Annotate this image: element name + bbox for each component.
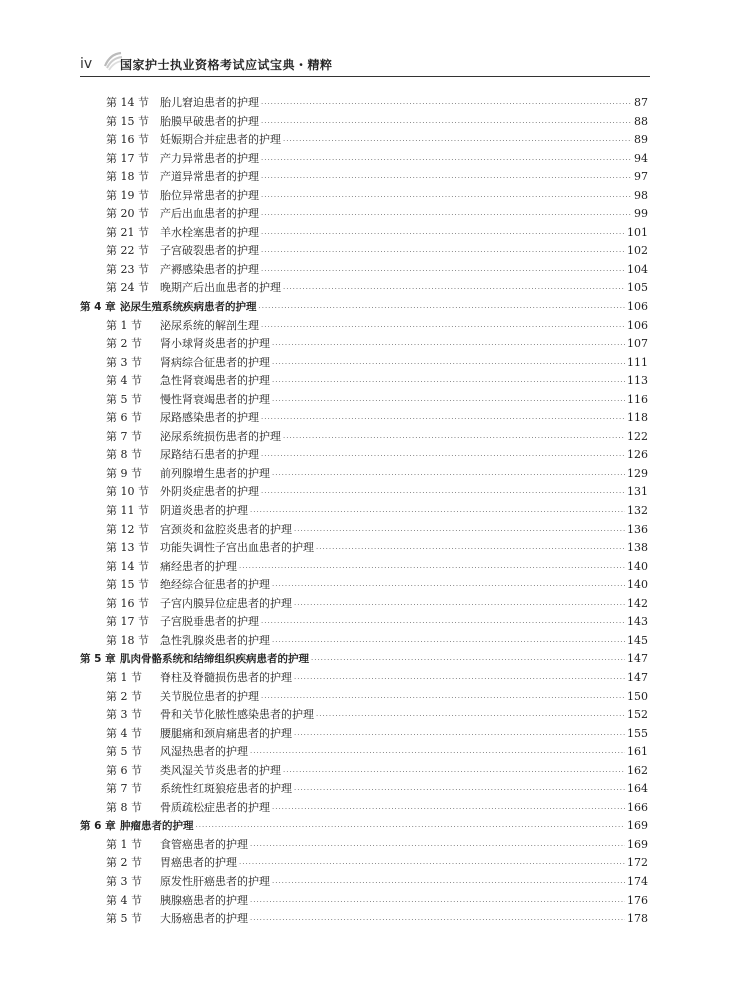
toc-entry-title: 前列腺增生患者的护理	[160, 466, 270, 480]
toc-entry-page: 104	[627, 262, 648, 276]
toc-entry-page: 147	[627, 652, 648, 666]
toc-dot-leader	[261, 243, 625, 262]
toc-entry-number: 第 6 节	[106, 763, 142, 777]
toc-entry-title: 晚期产后出血患者的护理	[160, 281, 281, 295]
toc-entry-number: 第 2 节	[106, 689, 142, 703]
toc-entry-page: 166	[627, 800, 648, 814]
toc-entry-page: 143	[627, 615, 648, 629]
toc-dot-leader	[239, 559, 625, 578]
toc-entry-page: 126	[627, 448, 648, 462]
toc-section-row[interactable]	[80, 539, 648, 558]
toc-entry-title: 胎儿窘迫患者的护理	[160, 96, 259, 109]
toc-section-row[interactable]	[80, 762, 648, 781]
toc-entry-page: 169	[627, 819, 648, 833]
toc-dot-leader	[272, 633, 625, 652]
toc-dot-leader	[272, 355, 625, 374]
toc-entry-title: 脊柱及脊髓损伤患者的护理	[160, 670, 292, 684]
toc-entry-page: 122	[627, 429, 648, 443]
toc-entry-title: 功能失调性子宫出血患者的护理	[160, 541, 314, 555]
toc-entry-title: 产后出血患者的护理	[160, 207, 259, 221]
toc-entry-page: 172	[627, 856, 648, 870]
toc-entry-page: 161	[627, 745, 648, 759]
toc-entry-number: 第 15 节	[106, 114, 149, 128]
toc-entry-page: 138	[627, 541, 648, 555]
toc-entry-page: 129	[627, 466, 648, 480]
toc-entry-page: 164	[627, 782, 648, 796]
page-header	[80, 48, 650, 78]
toc-section-row[interactable]	[80, 799, 648, 818]
toc-entry-title: 骨质疏松症患者的护理	[160, 800, 270, 814]
toc-section-row[interactable]	[80, 632, 648, 651]
toc-entry-page: 142	[627, 596, 648, 610]
toc-entry-title: 泌尿系统损伤患者的护理	[160, 429, 281, 443]
toc-entry-number: 第 17 节	[106, 615, 149, 629]
toc-entry-number: 第 6 章	[80, 820, 116, 833]
toc-entry-page: 87	[634, 96, 648, 109]
toc-section-row[interactable]	[80, 224, 648, 243]
toc-entry-page: 132	[627, 504, 648, 518]
toc-section-row[interactable]	[80, 335, 648, 354]
toc-entry-page: 131	[627, 485, 648, 499]
toc-section-row[interactable]	[80, 187, 648, 206]
toc-entry-page: 106	[627, 300, 648, 314]
toc-entry-page: 88	[634, 114, 648, 128]
toc-entry-page: 113	[627, 374, 648, 388]
toc-entry-number: 第 18 节	[106, 633, 149, 647]
toc-section-row[interactable]	[80, 150, 648, 169]
toc-section-row[interactable]	[80, 669, 648, 688]
toc-entry-title: 尿路结石患者的护理	[160, 448, 259, 462]
toc-entry-number: 第 2 节	[106, 856, 142, 870]
toc-dot-leader	[272, 392, 625, 411]
toc-dot-leader	[294, 522, 625, 541]
toc-entry-number: 第 14 节	[106, 96, 149, 109]
toc-entry-title: 妊娠期合并症患者的护理	[160, 133, 281, 147]
toc-entry-title: 胎膜早破患者的护理	[160, 114, 259, 128]
toc-section-row[interactable]	[80, 372, 648, 391]
toc-entry-number: 第 4 节	[106, 893, 142, 907]
toc-entry-number: 第 23 节	[106, 262, 149, 276]
toc-dot-leader	[272, 874, 625, 893]
toc-entry-title: 痛经患者的护理	[160, 559, 237, 573]
toc-entry-number: 第 8 节	[106, 448, 142, 462]
toc-dot-leader	[261, 151, 632, 170]
toc-section-row[interactable]	[80, 854, 648, 873]
toc-entry-page: 98	[634, 188, 648, 202]
toc-entry-number: 第 14 节	[106, 559, 149, 573]
toc-section-row[interactable]	[80, 688, 648, 707]
toc-entry-number: 第 4 节	[106, 374, 142, 388]
toc-entry-title: 大肠癌患者的护理	[160, 912, 248, 926]
toc-dot-leader	[283, 763, 625, 782]
toc-entry-title: 骨和关节化脓性感染患者的护理	[160, 708, 314, 722]
toc-entry-page: 136	[627, 522, 648, 536]
toc-dot-leader	[261, 484, 625, 503]
page-number: iv	[80, 56, 93, 72]
toc-dot-leader	[259, 299, 626, 318]
toc-entry-number: 第 19 节	[106, 188, 149, 202]
toc-entry-title: 系统性红斑狼疮患者的护理	[160, 782, 292, 796]
toc-entry-title: 风湿热患者的护理	[160, 745, 248, 759]
toc-dot-leader	[261, 689, 625, 708]
toc-entry-title: 产褥感染患者的护理	[160, 262, 259, 276]
toc-entry-number: 第 5 章	[80, 653, 116, 666]
toc-section-row[interactable]	[80, 725, 648, 744]
toc-entry-number: 第 1 节	[106, 837, 142, 851]
toc-dot-leader	[294, 670, 625, 689]
toc-entry-page: 176	[627, 893, 648, 907]
toc-section-row[interactable]	[80, 595, 648, 614]
toc-entry-number: 第 11 节	[106, 504, 149, 518]
toc-entry-number: 第 1 节	[106, 318, 142, 332]
toc-entry-title: 外阴炎症患者的护理	[160, 485, 259, 499]
toc-entry-number: 第 24 节	[106, 281, 149, 295]
toc-entry-title: 泌尿生殖系统疾病患者的护理	[120, 301, 257, 314]
toc-entry-title: 子宫内膜异位症患者的护理	[160, 596, 292, 610]
toc-dot-leader	[250, 911, 625, 930]
toc-dot-leader	[261, 114, 632, 133]
toc-section-row[interactable]	[80, 242, 648, 261]
toc-section-row[interactable]	[80, 558, 648, 577]
toc-section-row[interactable]	[80, 428, 648, 447]
toc-entry-page: 101	[627, 225, 648, 239]
toc-dot-leader	[250, 503, 625, 522]
toc-entry-number: 第 4 章	[80, 301, 116, 314]
toc-entry-page: 162	[627, 763, 648, 777]
toc-entry-title: 胎位异常患者的护理	[160, 188, 259, 202]
toc-entry-title: 胃癌患者的护理	[160, 856, 237, 870]
toc-section-row[interactable]	[80, 743, 648, 762]
toc-section-row[interactable]	[80, 168, 648, 187]
toc-entry-page: 105	[627, 281, 648, 295]
toc-entry-number: 第 12 节	[106, 522, 149, 536]
toc-entry-number: 第 7 节	[106, 429, 142, 443]
toc-dot-leader	[272, 466, 625, 485]
book-title: 国家护士执业资格考试应试宝典・精粹	[120, 58, 333, 72]
toc-entry-title: 肾小球肾炎患者的护理	[160, 337, 270, 351]
toc-section-row[interactable]	[80, 131, 648, 150]
toc-entry-number: 第 21 节	[106, 225, 149, 239]
toc-entry-number: 第 15 节	[106, 578, 149, 592]
toc-entry-number: 第 16 节	[106, 133, 149, 147]
toc-entry-page: 116	[627, 392, 648, 406]
toc-entry-number: 第 7 节	[106, 782, 142, 796]
toc-dot-leader	[294, 596, 625, 615]
toc-dot-leader	[283, 132, 632, 151]
toc-entry-page: 106	[627, 318, 648, 332]
toc-entry-title: 急性乳腺炎患者的护理	[160, 633, 270, 647]
toc-chapter-row[interactable]	[80, 650, 648, 669]
toc-section-row[interactable]	[80, 205, 648, 224]
toc-dot-leader	[261, 188, 632, 207]
toc-section-row[interactable]	[80, 465, 648, 484]
toc-entry-number: 第 5 节	[106, 392, 142, 406]
toc-entry-title: 泌尿系统的解剖生理	[160, 318, 259, 332]
toc-chapter-row[interactable]	[80, 298, 648, 317]
toc-section-row[interactable]	[80, 521, 648, 540]
toc-entry-number: 第 9 节	[106, 466, 142, 480]
toc-dot-leader	[294, 726, 625, 745]
toc-dot-leader	[261, 318, 625, 337]
toc-entry-page: 152	[627, 708, 648, 722]
toc-entry-number: 第 1 节	[106, 670, 142, 684]
toc-dot-leader	[272, 373, 625, 392]
toc-entry-title: 羊水栓塞患者的护理	[160, 225, 259, 239]
toc-entry-page: 145	[627, 633, 648, 647]
toc-entry-title: 肾病综合征患者的护理	[160, 355, 270, 369]
toc-entry-page: 178	[627, 912, 648, 926]
toc-dot-leader	[261, 262, 625, 281]
toc-entry-title: 类风湿关节炎患者的护理	[160, 763, 281, 777]
toc-entry-title: 子宫破裂患者的护理	[160, 244, 259, 258]
toc-entry-number: 第 3 节	[106, 355, 142, 369]
toc-entry-title: 子宫脱垂患者的护理	[160, 615, 259, 629]
toc-entry-page: 107	[627, 337, 648, 351]
toc-dot-leader	[311, 651, 625, 670]
toc-entry-number: 第 13 节	[106, 541, 149, 555]
toc-entry-title: 胰腺癌患者的护理	[160, 893, 248, 907]
toc-entry-title: 原发性肝癌患者的护理	[160, 874, 270, 888]
toc-entry-title: 肿瘤患者的护理	[120, 820, 194, 833]
toc-section-row[interactable]	[80, 836, 648, 855]
toc-entry-number: 第 16 节	[106, 596, 149, 610]
toc-dot-leader	[250, 837, 625, 856]
toc-dot-leader	[316, 540, 625, 559]
toc-dot-leader	[250, 744, 625, 763]
toc-section-row[interactable]	[80, 317, 648, 336]
toc-dot-leader	[196, 818, 626, 837]
toc-entry-title: 关节脱位患者的护理	[160, 689, 259, 703]
toc-entry-number: 第 3 节	[106, 708, 142, 722]
toc-entry-title: 肌肉骨骼系统和结缔组织疾病患者的护理	[120, 653, 309, 666]
toc-chapter-row[interactable]	[80, 817, 648, 836]
toc-entry-page: 169	[627, 837, 648, 851]
toc-entry-title: 急性肾衰竭患者的护理	[160, 374, 270, 388]
toc-entry-number: 第 8 节	[106, 800, 142, 814]
toc-entry-title: 阴道炎患者的护理	[160, 504, 248, 518]
toc-section-row[interactable]	[80, 279, 648, 298]
toc-dot-leader	[261, 225, 625, 244]
toc-entry-title: 慢性肾衰竭患者的护理	[160, 392, 270, 406]
table-of-contents	[80, 94, 648, 929]
toc-entry-page: 89	[634, 133, 648, 147]
toc-section-row[interactable]	[80, 483, 648, 502]
toc-section-row[interactable]	[80, 261, 648, 280]
toc-dot-leader	[239, 855, 625, 874]
toc-entry-number: 第 17 节	[106, 151, 149, 165]
toc-entry-number: 第 6 节	[106, 411, 142, 425]
toc-entry-number: 第 18 节	[106, 170, 149, 184]
toc-section-row[interactable]	[80, 576, 648, 595]
toc-entry-title: 产道异常患者的护理	[160, 170, 259, 184]
toc-dot-leader	[250, 893, 625, 912]
toc-entry-number: 第 22 节	[106, 244, 149, 258]
toc-section-row[interactable]	[80, 910, 648, 929]
toc-dot-leader	[283, 280, 625, 299]
toc-section-row[interactable]	[80, 391, 648, 410]
toc-entry-page: 140	[627, 559, 648, 573]
toc-entry-page: 140	[627, 578, 648, 592]
toc-dot-leader	[294, 781, 625, 800]
toc-entry-page: 111	[627, 355, 648, 369]
toc-entry-number: 第 5 节	[106, 912, 142, 926]
toc-entry-title: 食管癌患者的护理	[160, 837, 248, 851]
toc-entry-page: 99	[634, 207, 648, 221]
toc-entry-title: 绝经综合征患者的护理	[160, 578, 270, 592]
toc-entry-number: 第 4 节	[106, 726, 142, 740]
toc-dot-leader	[261, 614, 625, 633]
toc-dot-leader	[261, 206, 632, 225]
toc-section-row[interactable]	[80, 409, 648, 428]
toc-entry-title: 尿路感染患者的护理	[160, 411, 259, 425]
toc-entry-number: 第 10 节	[106, 485, 149, 499]
toc-dot-leader	[272, 577, 625, 596]
toc-section-row[interactable]	[80, 613, 648, 632]
toc-section-row[interactable]	[80, 446, 648, 465]
toc-section-row[interactable]	[80, 780, 648, 799]
toc-dot-leader	[283, 429, 625, 448]
toc-section-row[interactable]	[80, 892, 648, 911]
toc-entry-number: 第 5 节	[106, 745, 142, 759]
toc-entry-title: 腰腿痛和颈肩痛患者的护理	[160, 726, 292, 740]
toc-entry-page: 150	[627, 689, 648, 703]
toc-section-row[interactable]	[80, 354, 648, 373]
toc-section-row[interactable]	[80, 873, 648, 892]
toc-entry-page: 147	[627, 670, 648, 684]
header-rule	[80, 76, 650, 77]
toc-entry-title: 产力异常患者的护理	[160, 151, 259, 165]
toc-entry-title: 宫颈炎和盆腔炎患者的护理	[160, 522, 292, 536]
toc-dot-leader	[272, 800, 625, 819]
toc-section-row[interactable]	[80, 502, 648, 521]
toc-section-row[interactable]	[80, 113, 648, 132]
toc-section-row[interactable]	[80, 94, 648, 113]
toc-entry-number: 第 20 节	[106, 207, 149, 221]
toc-dot-leader	[261, 447, 625, 466]
toc-entry-page: 97	[634, 170, 648, 184]
toc-entry-page: 174	[627, 874, 648, 888]
toc-entry-page: 155	[627, 726, 648, 740]
toc-dot-leader	[272, 336, 625, 355]
toc-dot-leader	[261, 169, 632, 188]
toc-entry-page: 94	[634, 151, 648, 165]
toc-entry-page: 118	[627, 411, 648, 425]
toc-entry-page: 102	[627, 244, 648, 258]
toc-dot-leader	[261, 95, 632, 114]
toc-section-row[interactable]	[80, 706, 648, 725]
toc-dot-leader	[261, 410, 625, 429]
toc-entry-number: 第 2 节	[106, 337, 142, 351]
toc-entry-number: 第 3 节	[106, 874, 142, 888]
toc-dot-leader	[316, 707, 625, 726]
